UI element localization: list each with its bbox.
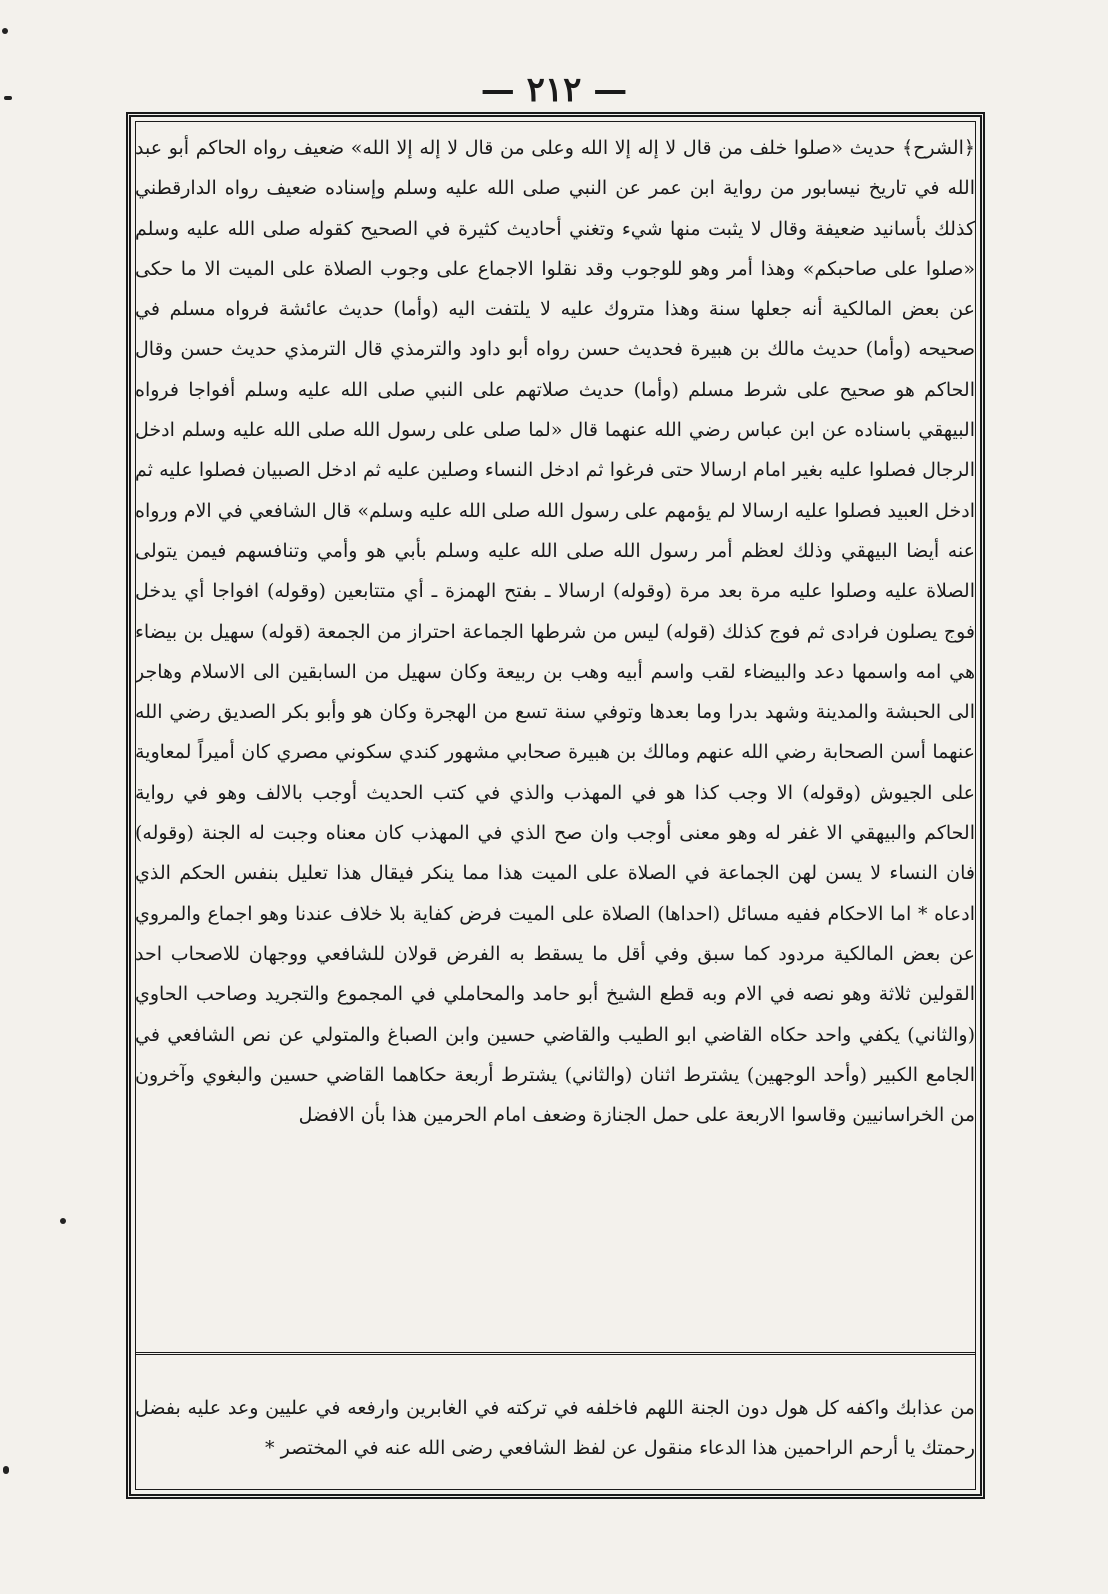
footnote-paragraph: من عذابك واكفه كل هول دون الجنة اللهم فاخلفه في تركته في الغابرين وارفعه في عليين وعد عليه بفضل رحمتك يا أرحم الراحمين هذا الدعاء منقول عن لفظ الشافعي رضى الله عنه في المختصر *: [135, 1397, 975, 1459]
scan-speck: [4, 96, 12, 100]
commentary-paragraph: ﴿الشرح﴾ حديث «صلوا خلف من قال لا إله إلا الله وعلى من قال لا إله إلا الله» ضعيف رواه الحاكم أبو عبد الله في تاريخ نيسابور من رواية ابن عمر عن النبي صلى الله عليه وسلم وإسناده ضعيف رواه الدارقطني كذلك بأسانيد ضعيفة وقال لا يثبت منها شيء وتغني أحاديث كثيرة في الصحيح كقوله صلى الله عليه وسلم «صلوا على صاحبكم» وهذا أمر وهو للوجوب وقد نقلوا الاجماع على وجوب الصلاة على الميت الا ما حكى عن بعض المالكية أنه جعلها سنة وهذا متروك عليه لا يلتفت اليه (وأما) حديث عائشة فرواه مسلم في صحيحه (وأما) حديث مالك بن هبيرة فحديث حسن رواه أبو داود والترمذي قال الترمذي حديث حسن وقال الحاكم هو صحيح على شرط مسلم (وأما) حديث صلاتهم على النبي صلى الله عليه وسلم أفواجا فرواه البيهقي باسناده عن ابن عباس رضي الله عنهما قال «لما صلى على رسول الله صلى الله عليه وسلم ادخل الرجال فصلوا عليه بغير امام ارسالا حتى فرغوا ثم ادخل النساء وصلين عليه ثم ادخل الصبيان فصلوا عليه ثم ادخل العبيد فصلوا عليه ارسالا لم يؤمهم على رسول الله صلى الله عليه وسلم» قال الشافعي في الام ورواه عنه أيضا البيهقي وذلك لعظم أمر رسول الله صلى الله عليه وسلم بأبي هو وأمي وتنافسهم فيمن يتولى الصلاة عليه وصلوا عليه مرة بعد مرة (وقوله) ارسالا ـ بفتح الهمزة ـ أي متتابعين (وقوله) افواجا أي يدخل فوج يصلون فرادى ثم فوج كذلك (قوله) ليس من شرطها الجماعة احتراز من الجمعة (قوله) سهيل بن بيضاء هي امه واسمها دعد والبيضاء لقب واسم أبيه وهب بن ربيعة وكان سهيل من السابقين الى الاسلام وهاجر الى الحبشة والمدينة وشهد بدرا وما بعدها وتوفي سنة تسع من الهجرة وكان هو وأبو بكر الصديق رضي الله عنهما أسن الصحابة رضي الله عنهم ومالك بن هبيرة صحابي مشهور كندي سكوني مصري كان أميراً لمعاوية على الجيوش (وقوله) الا وجب كذا هو في المهذب والذي في كتب الحديث أوجب بالالف وهو في رواية الحاكم والبيهقي الا غفر له وهو معنى أوجب وان صح الذي في المهذب كان معناه وجبت له الجنة (وقوله) فان النساء لا يسن لهن الجماعة في الصلاة على الميت هذا مما ينكر فيقال هذا تعليل بنفس الحكم الذي ادعاه * اما الاحكام ففيه مسائل (احداها) الصلاة على الميت فرض كفاية بلا خلاف عندنا وهو اجماع والمروي عن بعض المالكية مردود كما سبق وفي أقل ما يسقط به الفرض قولان للشافعي ووجهان للاصحاب احد القولين ثلاثة وهو نصه في الام وبه قطع الشيخ أبو حامد والمحاملي في المجموع والتجريد وصاحب الحاوي (والثاني) يكفي واحد حكاه القاضي ابو الطيب والقاضي حسين وابن الصباغ والمتولي عن نص الشافعي في الجامع الكبير (وأحد الوجهين) يشترط اثنان (والثاني) يشترط أربعة حكاهما القاضي حسين والبغوي وآخرون من الخراسانيين وقاسوا الاربعة على حمل الجنازة وضعف امام الحرمين هذا بأن الافضل: [135, 137, 975, 1127]
page-number: — ٢١٢ —: [480, 70, 628, 110]
scan-speck: [3, 1466, 9, 1474]
footnote-divider: [135, 1352, 975, 1355]
footnote-text: [135, 1388, 975, 1488]
commentary-text: [135, 128, 975, 1348]
scan-speck: [2, 28, 8, 34]
scan-speck: [60, 1218, 66, 1224]
